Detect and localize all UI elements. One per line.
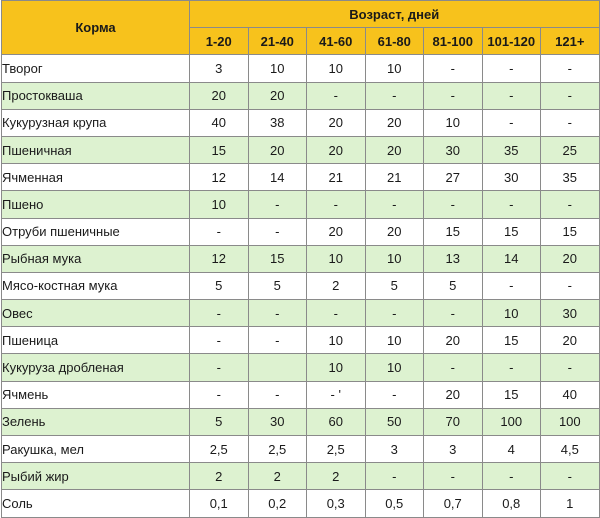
amount-cell: 20 — [541, 327, 600, 354]
amount-cell: 20 — [248, 82, 307, 109]
amount-cell: 10 — [365, 55, 424, 82]
age-range-header: 101-120 — [482, 28, 541, 55]
amount-cell: 35 — [482, 136, 541, 163]
age-range-header: 121+ — [541, 28, 600, 55]
feed-name-cell: Зелень — [2, 408, 190, 435]
amount-cell: - — [424, 191, 483, 218]
amount-cell: 14 — [248, 164, 307, 191]
feed-name-cell: Пшено — [2, 191, 190, 218]
age-range-header: 61-80 — [365, 28, 424, 55]
amount-cell: 15 — [190, 136, 249, 163]
amount-cell: 1 — [541, 490, 600, 517]
table-row — [2, 327, 600, 354]
amount-cell: 14 — [482, 245, 541, 272]
amount-cell: 20 — [248, 136, 307, 163]
amount-cell: 2 — [307, 272, 366, 299]
amount-cell: 12 — [190, 164, 249, 191]
table-row — [2, 164, 600, 191]
amount-cell: - — [307, 82, 366, 109]
amount-cell: - — [541, 82, 600, 109]
amount-cell: 5 — [424, 272, 483, 299]
amount-cell: 60 — [307, 408, 366, 435]
amount-cell: - — [541, 109, 600, 136]
amount-cell: 2,5 — [307, 436, 366, 463]
amount-cell: - — [541, 463, 600, 490]
feed-column-header: Корма — [2, 1, 190, 55]
amount-cell: 30 — [482, 164, 541, 191]
amount-cell: 20 — [365, 218, 424, 245]
feed-name-cell: Простокваша — [2, 82, 190, 109]
amount-cell: 20 — [541, 245, 600, 272]
table-row — [2, 55, 600, 82]
amount-cell: 0,2 — [248, 490, 307, 517]
feed-name-cell: Овес — [2, 300, 190, 327]
amount-cell: 40 — [541, 381, 600, 408]
amount-cell: 10 — [190, 191, 249, 218]
amount-cell: 30 — [248, 408, 307, 435]
amount-cell: 20 — [424, 327, 483, 354]
feed-name-cell: Отруби пшеничные — [2, 218, 190, 245]
table-body — [2, 55, 600, 517]
amount-cell: 10 — [365, 245, 424, 272]
table-row — [2, 191, 600, 218]
age-range-header: 41-60 — [307, 28, 366, 55]
feed-name-cell: Рыбная мука — [2, 245, 190, 272]
amount-cell: - — [541, 354, 600, 381]
amount-cell: - — [482, 191, 541, 218]
amount-cell: - — [190, 218, 249, 245]
amount-cell: - — [541, 191, 600, 218]
amount-cell: 21 — [365, 164, 424, 191]
amount-cell: 2 — [190, 463, 249, 490]
amount-cell: 20 — [424, 381, 483, 408]
amount-cell: 5 — [190, 272, 249, 299]
amount-cell: - — [190, 300, 249, 327]
amount-cell: 10 — [248, 55, 307, 82]
amount-cell: 15 — [541, 218, 600, 245]
table-row — [2, 408, 600, 435]
table-row — [2, 245, 600, 272]
amount-cell: - — [365, 191, 424, 218]
amount-cell: - — [424, 463, 483, 490]
amount-cell: - — [482, 55, 541, 82]
amount-cell: 12 — [190, 245, 249, 272]
feed-table — [1, 0, 600, 518]
amount-cell: 10 — [424, 109, 483, 136]
amount-cell: 10 — [307, 55, 366, 82]
feed-name-cell: Кукуруза дробленая — [2, 354, 190, 381]
amount-cell: - — [248, 327, 307, 354]
amount-cell: 15 — [482, 327, 541, 354]
amount-cell: 20 — [365, 136, 424, 163]
amount-cell: 10 — [307, 327, 366, 354]
amount-cell: 100 — [541, 408, 600, 435]
amount-cell: 0,5 — [365, 490, 424, 517]
amount-cell: 10 — [482, 300, 541, 327]
amount-cell: 10 — [365, 354, 424, 381]
table-header — [2, 1, 600, 55]
amount-cell: 5 — [248, 272, 307, 299]
amount-cell: - — [541, 272, 600, 299]
amount-cell: - — [307, 191, 366, 218]
amount-cell: 35 — [541, 164, 600, 191]
table-row — [2, 272, 600, 299]
amount-cell: 25 — [541, 136, 600, 163]
amount-cell: 2,5 — [248, 436, 307, 463]
age-range-header: 81-100 — [424, 28, 483, 55]
amount-cell: - — [482, 463, 541, 490]
feed-name-cell: Рыбий жир — [2, 463, 190, 490]
amount-cell: 20 — [307, 218, 366, 245]
amount-cell: 4,5 — [541, 436, 600, 463]
amount-cell: 38 — [248, 109, 307, 136]
amount-cell: - ' — [307, 381, 366, 408]
amount-cell: 2 — [307, 463, 366, 490]
amount-cell: - — [365, 463, 424, 490]
amount-cell: - — [365, 300, 424, 327]
amount-cell: 5 — [190, 408, 249, 435]
amount-cell: 3 — [424, 436, 483, 463]
amount-cell: 70 — [424, 408, 483, 435]
amount-cell: - — [248, 300, 307, 327]
amount-cell: 5 — [365, 272, 424, 299]
table-row — [2, 300, 600, 327]
amount-cell: - — [424, 354, 483, 381]
table-row — [2, 109, 600, 136]
feed-name-cell: Соль — [2, 490, 190, 517]
table-row — [2, 136, 600, 163]
amount-cell: - — [248, 218, 307, 245]
amount-cell — [248, 354, 307, 381]
amount-cell: 21 — [307, 164, 366, 191]
amount-cell: 20 — [307, 136, 366, 163]
amount-cell: 4 — [482, 436, 541, 463]
amount-cell: 30 — [541, 300, 600, 327]
amount-cell: 30 — [424, 136, 483, 163]
amount-cell: - — [424, 82, 483, 109]
amount-cell: - — [424, 300, 483, 327]
amount-cell: - — [307, 300, 366, 327]
amount-cell: 2 — [248, 463, 307, 490]
age-column-header: Возраст, дней — [190, 1, 600, 28]
amount-cell: - — [190, 354, 249, 381]
feed-name-cell: Творог — [2, 55, 190, 82]
amount-cell: 15 — [482, 218, 541, 245]
amount-cell: 3 — [365, 436, 424, 463]
feed-name-cell: Ячменная — [2, 164, 190, 191]
feed-name-cell: Ячмень — [2, 381, 190, 408]
table-row — [2, 82, 600, 109]
amount-cell: 0,1 — [190, 490, 249, 517]
age-range-header: 1-20 — [190, 28, 249, 55]
amount-cell: 50 — [365, 408, 424, 435]
amount-cell: - — [424, 55, 483, 82]
amount-cell: 15 — [248, 245, 307, 272]
amount-cell: - — [365, 82, 424, 109]
feed-name-cell: Ракушка, мел — [2, 436, 190, 463]
amount-cell: 0,7 — [424, 490, 483, 517]
amount-cell: 15 — [482, 381, 541, 408]
amount-cell: 0,8 — [482, 490, 541, 517]
feed-name-cell: Мясо-костная мука — [2, 272, 190, 299]
table-row — [2, 354, 600, 381]
amount-cell: 40 — [190, 109, 249, 136]
amount-cell: 27 — [424, 164, 483, 191]
amount-cell: - — [248, 191, 307, 218]
amount-cell: - — [482, 82, 541, 109]
amount-cell: - — [541, 55, 600, 82]
table-row — [2, 490, 600, 517]
amount-cell: 10 — [307, 354, 366, 381]
amount-cell: - — [482, 109, 541, 136]
feed-name-cell: Пшеница — [2, 327, 190, 354]
feed-name-cell: Пшеничная — [2, 136, 190, 163]
amount-cell: 20 — [307, 109, 366, 136]
table-row — [2, 218, 600, 245]
amount-cell: - — [482, 272, 541, 299]
amount-cell: - — [482, 354, 541, 381]
amount-cell: 13 — [424, 245, 483, 272]
amount-cell: - — [248, 381, 307, 408]
amount-cell: 100 — [482, 408, 541, 435]
table-row — [2, 463, 600, 490]
amount-cell: 10 — [307, 245, 366, 272]
table-row — [2, 436, 600, 463]
amount-cell: - — [365, 381, 424, 408]
amount-cell: 3 — [190, 55, 249, 82]
amount-cell: 0,3 — [307, 490, 366, 517]
amount-cell: 20 — [365, 109, 424, 136]
amount-cell: 10 — [365, 327, 424, 354]
feed-name-cell: Кукурузная крупа — [2, 109, 190, 136]
amount-cell: - — [190, 381, 249, 408]
amount-cell: 20 — [190, 82, 249, 109]
amount-cell: 2,5 — [190, 436, 249, 463]
amount-cell: 15 — [424, 218, 483, 245]
table-row — [2, 381, 600, 408]
amount-cell: - — [190, 327, 249, 354]
age-range-header: 21-40 — [248, 28, 307, 55]
